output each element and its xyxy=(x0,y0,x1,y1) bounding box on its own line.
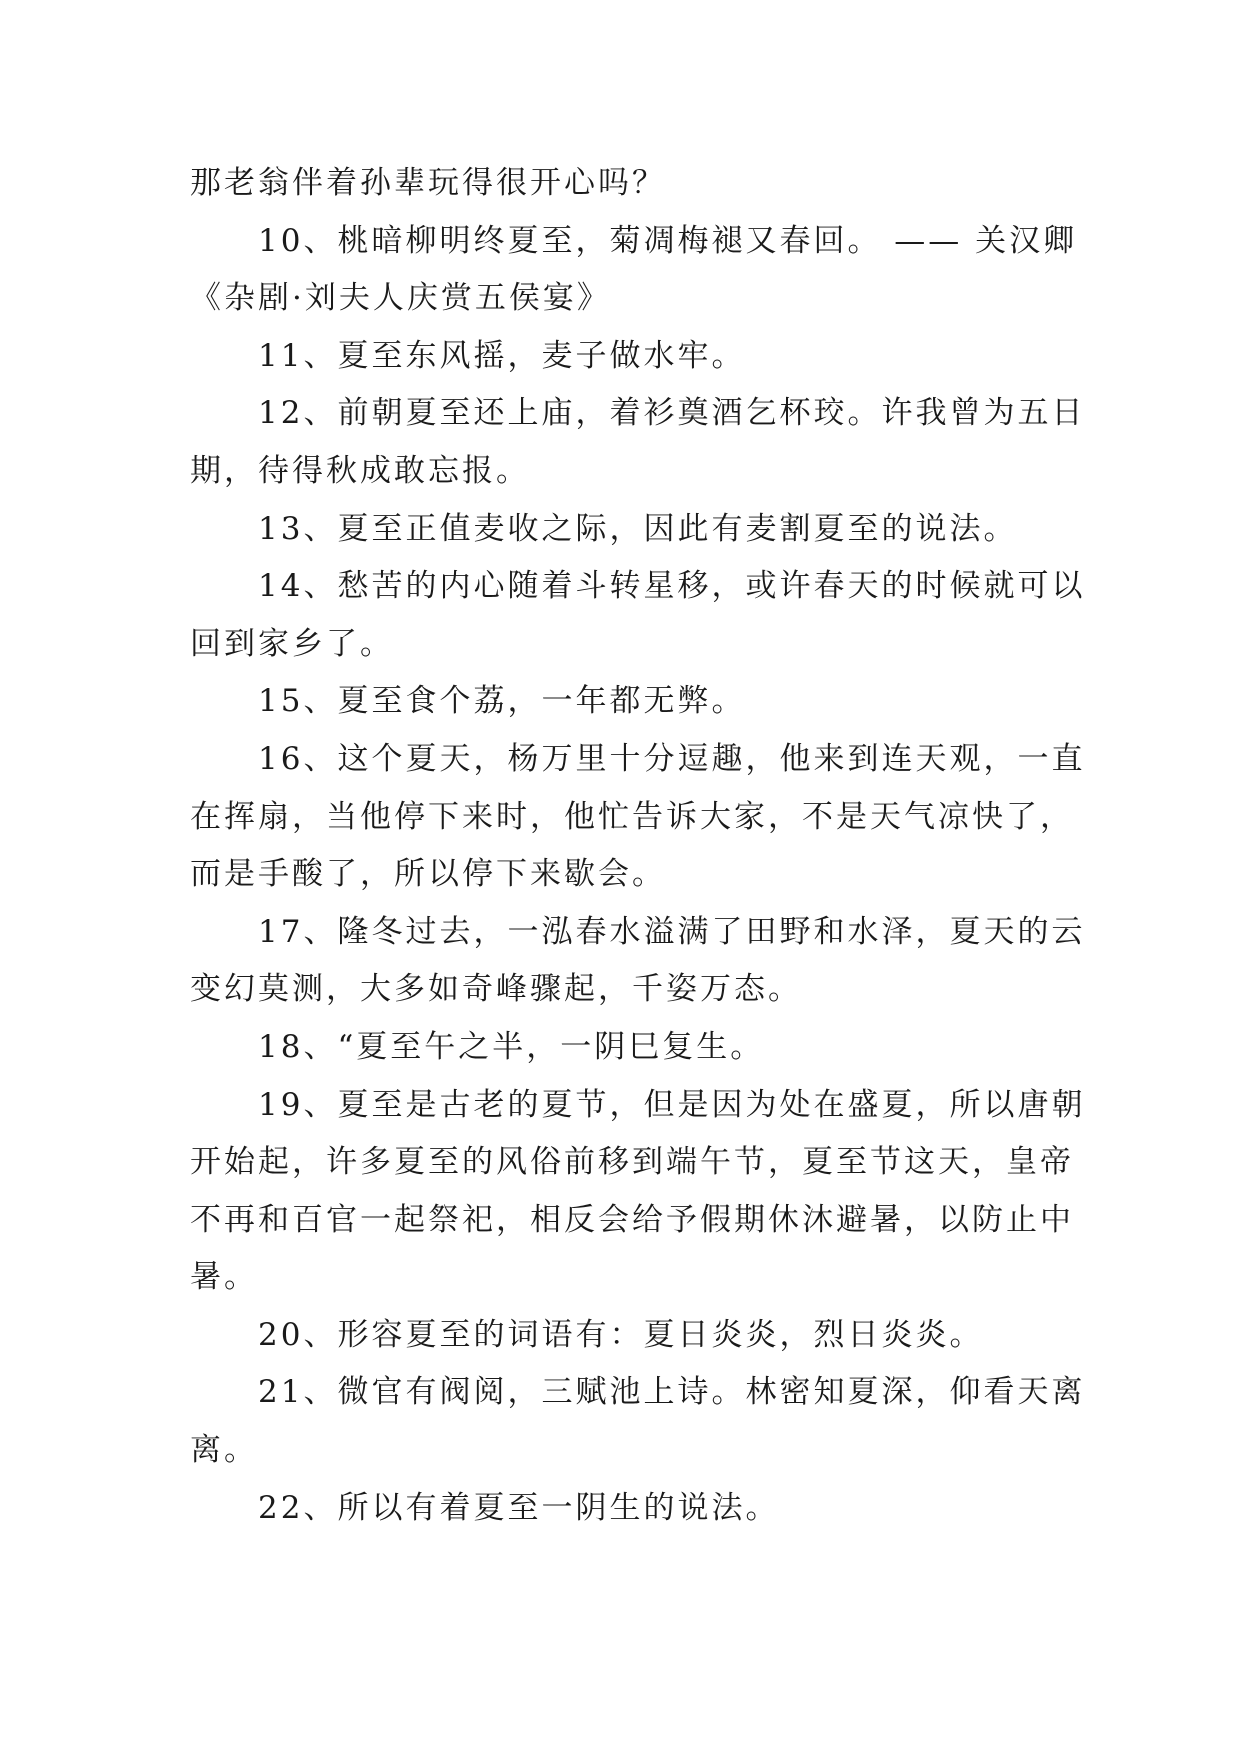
text-line: 22、所以有着夏至一阴生的说法。 xyxy=(258,1489,780,1526)
text-line: 12、前朝夏至还上庙，着衫奠酒乞杯珓。许我曾为五日 xyxy=(258,395,1086,432)
text-line: 13、夏至正值麦收之际，因此有麦割夏至的说法。 xyxy=(258,510,1018,547)
text-line: 15、夏至食个荔，一年都无弊。 xyxy=(258,683,746,720)
text-line: 变幻莫测，大多如奇峰骤起，千姿万态。 xyxy=(190,971,802,1008)
text-line: 16、这个夏天，杨万里十分逗趣，他来到连天观，一直 xyxy=(258,740,1086,777)
text-line: 《杂剧·刘夫人庆赏五侯宴》 xyxy=(190,280,611,317)
text-line: 期，待得秋成敢忘报。 xyxy=(190,452,530,489)
text-line: 20、形容夏至的词语有：夏日炎炎，烈日炎炎。 xyxy=(258,1316,984,1353)
document-body xyxy=(190,155,1086,1537)
text-line: 17、隆冬过去，一泓春水溢满了田野和水泽，夏天的云 xyxy=(258,913,1086,950)
text-line: 14、愁苦的内心随着斗转星移，或许春天的时候就可以 xyxy=(258,568,1086,605)
text-line: 开始起，许多夏至的风俗前移到端午节，夏至节这天，皇帝 xyxy=(190,1144,1074,1181)
text-line: 而是手酸了，所以停下来歇会。 xyxy=(190,856,666,893)
text-line: 那老翁伴着孙辈玩得很开心吗？ xyxy=(190,165,666,201)
text-line: 10、桃暗柳明终夏至，菊凋梅褪又春回。 —— 关汉卿 xyxy=(258,222,1078,259)
text-line: 18、“夏至午之半，一阴巳复生。 xyxy=(258,1028,765,1065)
text-line: 在挥扇，当他停下来时，他忙告诉大家，不是天气凉快了， xyxy=(190,798,1074,835)
text-line: 21、微官有阀阅，三赋池上诗。林密知夏深，仰看天离 xyxy=(258,1374,1086,1411)
text-line: 不再和百官一起祭祀，相反会给予假期休沐避暑，以防止中 xyxy=(190,1201,1074,1238)
text-line: 11、夏至东风摇，麦子做水牢。 xyxy=(258,337,746,374)
text-line: 回到家乡了。 xyxy=(190,625,394,662)
text-line: 19、夏至是古老的夏节，但是因为处在盛夏，所以唐朝 xyxy=(258,1086,1086,1123)
text-line: 离。 xyxy=(190,1432,258,1469)
text-line: 暑。 xyxy=(190,1259,258,1296)
